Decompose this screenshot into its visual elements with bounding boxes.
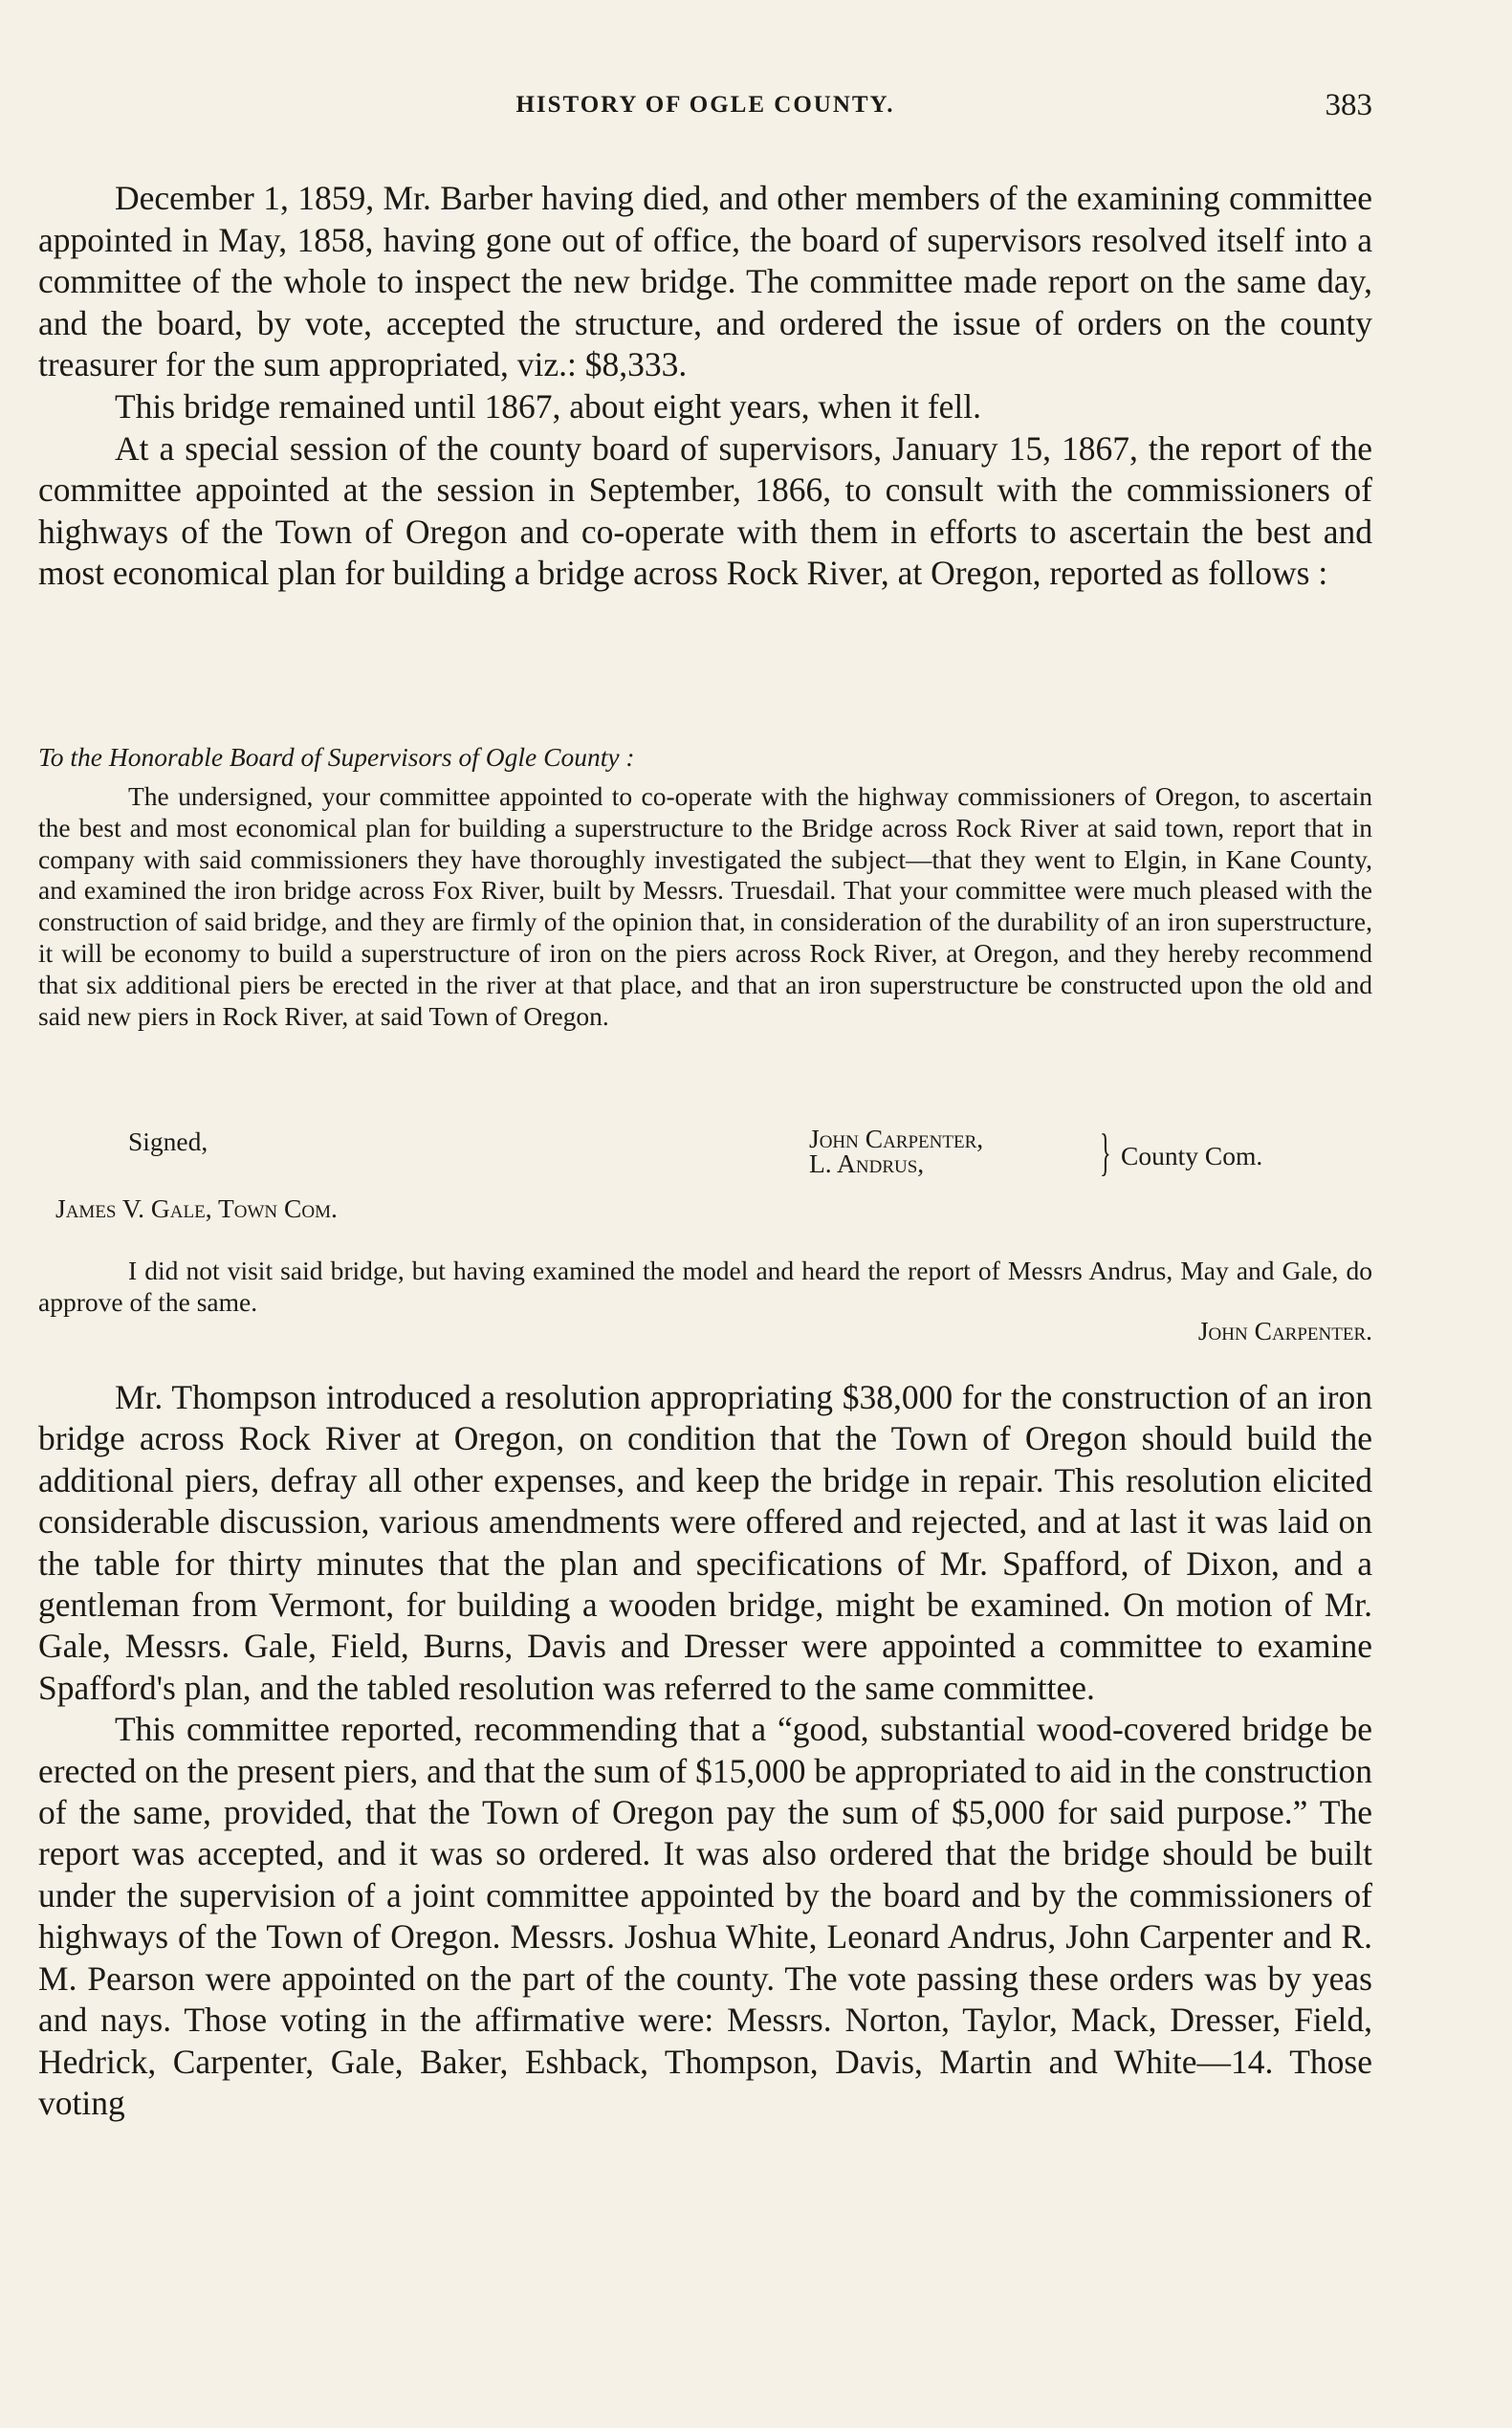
body-text-bottom (38, 1377, 1372, 2124)
approval-signature: John Carpenter. (1197, 1316, 1372, 1345)
signature-block (38, 1124, 1372, 1232)
signer-name: L. Andrus, (809, 1148, 925, 1178)
page-header (38, 88, 1372, 134)
county-signers (809, 1124, 984, 1178)
paragraph: Mr. Thompson introduced a resolution appropriating $38,000 for the construction of an iron bridge across Rock River at Oregon, on condition that the Town of Oregon should build the additional piers, defray all other expenses, and keep the bridge in repair. This resolution elicited considerable discussion, various amendments were offered and rejected, and at last it was laid on the table for thirty minutes that the plan and specifications of Mr. Spafford, of Dixon, and a gentleman from Vermont, for building a wooden bridge, might be examined. On motion of Mr. Gale, Messrs. Gale, Field, Burns, Davis and Dresser were appointed a committee to examine Spafford's plan, and the tabled resolution was referred to the same committee. (38, 1378, 1372, 1707)
report-address: To the Honorable Board of Supervisors of Ogle County : (38, 742, 635, 772)
paragraph: This committee reported, recommending that a “good, substantial wood-covered bridge be erected on the present piers, and that the sum of $15,000 be appropriated to aid in the construction of the same, provided, that the Town of Oregon pay the sum of $5,000 for said purpose.” The report was accepted, and it was so ordered. It was also ordered that the bridge should be built under the supervision of a joint committee appointed by the board and by the commissioners of highways of the Town of Oregon. Messrs. Joshua White, Leonard Andrus, John Carpenter and R. M. Pearson were appointed on the part of the county. The vote passing these orders was by yeas and nays. Those voting in the affirmative were: Messrs. Norton, Taylor, Mack, Dresser, Field, Hedrick, Carpenter, Gale, Baker, Eshback, Thompson, Davis, Martin and White—14. Those voting (38, 1710, 1372, 2122)
signer-name: James V. Gale, Town Com. (55, 1193, 338, 1223)
approval-note: I did not visit said bridge, but having examined the model and heard the report of Messrs Andrus, May and Gale, do approve of the same. (38, 1256, 1372, 1317)
paragraph: December 1, 1859, Mr. Barber having died, and other members of the examining committee appointed in May, 1858, having gone out of office, the board of supervisors resolved itself into a committee of the whole to inspect the new bridge. The committee made report on the same day, and the board, by vote, accepted the structure, and ordered the issue of orders on the county treasurer for the sum appropriated, viz.: $8,333. (38, 179, 1372, 384)
page-number: 383 (1325, 88, 1372, 122)
signer-name: John Carpenter, (809, 1124, 984, 1153)
brace-glyph: } (1100, 1124, 1111, 1181)
paragraph: At a special session of the county board of supervisors, January 15, 1867, the report of the committee appointed at the session in September, 1866, to consult with the commissioners of highways of the Town of Oregon and co-operate with them in efforts to ascertain the best and most economical plan for building a bridge across Rock River, at Oregon, reported as follows : (38, 428, 1372, 593)
paragraph: This bridge remained until 1867, about eight years, when it fell. (115, 386, 982, 426)
signers-role: County Com. (1121, 1141, 1263, 1170)
signed-label: Signed, (128, 1127, 208, 1156)
body-text-top (38, 178, 1372, 595)
report-body: The undersigned, your committee appointed to co-operate with the highway commissioners of Oregon, to ascertain the best and most economical plan for building a superstructure to the Bridge across Rock River at said town, report that in company with said commissioners they have thoroughly investigated the subject—that they went to Elgin, in Kane County, and examined the iron bridge across Fox River, built by Messrs. Truesdail. That your committee were much pleased with the construction of said bridge, and they are firmly of the opinion that, in consideration of the durability of an iron superstructure, it will be economy to build a superstructure of iron on the piers across Rock River, at Oregon, and they hereby recommend that six additional piers be erected in the river at that place, and that an iron superstructure be constructed upon the old and said new piers in Rock River, at said Town of Oregon. (38, 781, 1372, 1031)
running-title: HISTORY OF OGLE COUNTY. (515, 92, 895, 118)
